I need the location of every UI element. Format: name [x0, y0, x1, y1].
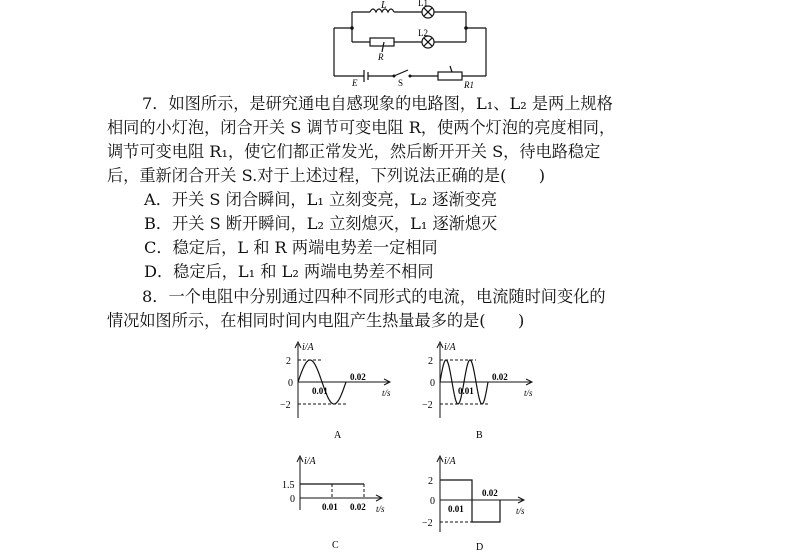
- q7-option-c: C．稳定后，L 和 R 两端电势差一定相同: [144, 238, 438, 257]
- q7-option-b: B．开关 S 断开瞬间，L₂ 立刻熄灭，L₁ 逐渐熄灭: [144, 214, 498, 233]
- q8-line-2: 情况如图所示，在相同时间内电阻产生热量最多的是( ): [107, 311, 525, 330]
- lamp1-label: L1: [418, 0, 428, 8]
- resistor-label: R: [378, 52, 384, 62]
- q7-option-a: A．开关 S 闭合瞬间，L₁ 立刻变亮，L₂ 逐渐变亮: [144, 190, 498, 209]
- q7-line-2: 相同的小灯泡，闭合开关 S 调节可变电阻 R，使两个灯泡的亮度相同，: [107, 118, 616, 137]
- graph-a-t1: 0.01: [312, 386, 328, 396]
- graph-c-ylabel: i/A: [304, 456, 316, 467]
- graph-a-zero: 0: [288, 378, 293, 389]
- graph-a-caption: A: [334, 430, 342, 441]
- graph-d-t2: 0.02: [482, 488, 498, 498]
- graph-c-t2: 0.02: [350, 502, 366, 512]
- resistor1-label: R1: [464, 80, 474, 88]
- battery-label: E: [352, 78, 358, 88]
- graph-a-ymax: 2: [286, 356, 291, 367]
- graph-b-t1: 0.01: [458, 386, 474, 396]
- graph-b-caption: B: [476, 430, 483, 441]
- switch-label: S: [398, 78, 404, 88]
- graph-a-ylabel: i/A: [302, 342, 314, 353]
- graph-b-xlabel: t/s: [524, 388, 533, 398]
- graph-a-t2: 0.02: [350, 372, 366, 382]
- graph-d-zero: 0: [430, 496, 435, 507]
- graph-d-line: [440, 480, 500, 522]
- graph-b: [420, 338, 550, 444]
- graph-c-ylevel: 1.5: [282, 480, 295, 491]
- graph-d: [420, 452, 550, 556]
- q7-line-1: 7．如图所示，是研究通电自感现象的电路图，L₁、L₂ 是两上规格: [142, 94, 613, 113]
- q7-option-d: D．稳定后，L₁ 和 L₂ 两端电势差不相同: [144, 262, 434, 281]
- graph-a: [278, 338, 408, 444]
- graph-d-ymax: 2: [428, 476, 433, 487]
- graph-b-ymax: 2: [428, 356, 433, 367]
- graph-b-ymin: −2: [422, 400, 433, 411]
- graph-a-xlabel: t/s: [382, 388, 391, 398]
- graph-d-ymin: −2: [422, 518, 433, 529]
- graph-d-ylabel: i/A: [444, 456, 456, 467]
- lamp2-label: L2: [418, 28, 428, 38]
- q7-line-4: 后，重新闭合开关 S.对于上述过程，下列说法正确的是( ): [107, 166, 546, 185]
- q7-line-3: 调节可变电阻 R₁，使它们都正常发光，然后断开开关 S，待电路稳定: [107, 142, 601, 161]
- graph-d-xlabel: t/s: [516, 506, 525, 516]
- q8-line-1: 8．一个电阻中分别通过四种不同形式的电流，电流随时间变化的: [142, 287, 606, 306]
- graph-a-ymin: −2: [280, 400, 291, 411]
- graph-d-t1: 0.01: [448, 504, 464, 514]
- graph-b-ylabel: i/A: [444, 342, 456, 353]
- graph-c: [278, 452, 408, 556]
- graph-d-caption: D: [476, 542, 484, 553]
- graph-b-t2: 0.02: [492, 372, 508, 382]
- circuit-diagram: [326, 0, 496, 88]
- graph-b-zero: 0: [430, 378, 435, 389]
- inductor-label: L: [381, 0, 387, 11]
- graph-c-zero: 0: [290, 494, 295, 505]
- graph-c-t1: 0.01: [322, 502, 338, 512]
- graph-c-caption: C: [332, 540, 339, 551]
- graph-c-xlabel: t/s: [376, 504, 385, 514]
